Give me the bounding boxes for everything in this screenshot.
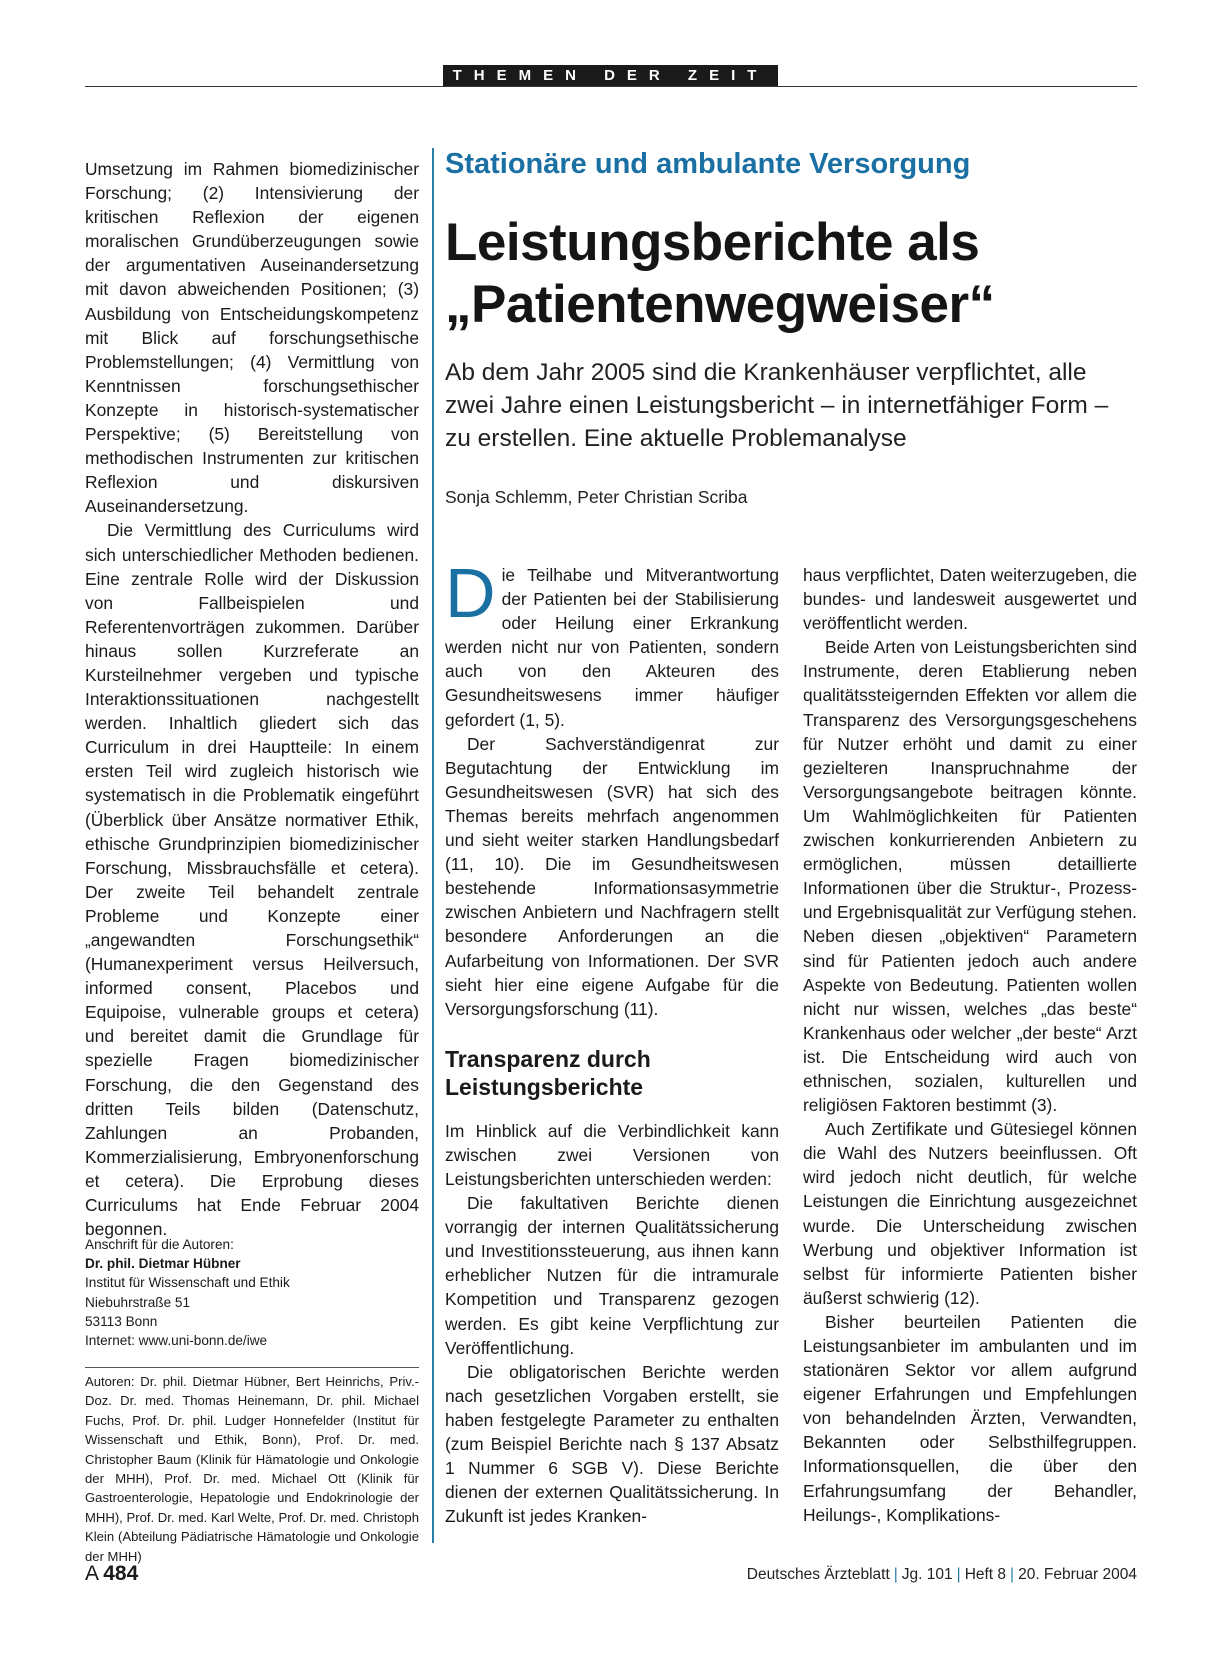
section-subheading: Transparenz durch Leistungsberichte (445, 1045, 651, 1100)
right-paragraph-2: Beide Arten von Leistungsberichten sind Instrumente, deren Etablierung neben qualitätssteigernden Effekten vor allem die Transparenz des Versorgungsgeschehens für Nutzer erhöht und damit zu einer gezielteren Inanspruchnahme der Versorgungsangebote beitragen könnte. Um Wahlmöglichkeiten für Patienten zwischen konkurrierenden Anbietern zu ermöglichen, müssen detaillierte Informationen über die Struktur-, Prozess- und Ergebnisqualität zur Verfügung stehen. Neben diesen „objektiven“ Parametern sind für Patienten jedoch auch andere Aspekte von Bedeutung. Patienten wollen nicht nur wissen, welches „das beste“ Krankenhaus oder welcher „der beste“ Arzt ist. Die Entscheidung wird auch von ethnischen, sozialen, kulturellen und religiösen Faktoren bestimmt (3). (803, 637, 1137, 1116)
mid-paragraph-1 (445, 554, 779, 732)
right-paragraph-1: haus verpflichtet, Daten weiterzugeben, die bundes- und landesweit ausgewertet und veröffentlicht werden. (803, 565, 1137, 634)
address-internet: Internet: www.uni-bonn.de/iwe (85, 1333, 268, 1349)
mid-paragraph-1-text: ie Teilhabe und Mitverantwortung der Patienten bei der Stabilisierung oder Heilung einer Erkrankung werden nicht nur von Patienten, sondern auch von den Akteuren des Gesundheitswesens immer häufiger gefordert (1, 5). (445, 565, 779, 730)
address-institute: Institut für Wissenschaft und Ethik (85, 1275, 290, 1291)
footer-separator: | (893, 1566, 898, 1583)
page-number-value: 484 (103, 1562, 139, 1585)
journal-footer (747, 1566, 1137, 1584)
page-number (85, 1562, 138, 1586)
journal-volume: Jg. 101 (901, 1566, 953, 1583)
address-city: 53113 Bonn (85, 1313, 158, 1329)
authors-divider (85, 1367, 419, 1368)
author-address (85, 1235, 419, 1350)
journal-name: Deutsches Ärzteblatt (746, 1566, 890, 1583)
right-paragraph-4: Bisher beurteilen Patienten die Leistungsanbieter im ambulanten und im stationären Sektor vor allem aufgrund eigener Erfahrungen und Empfehlungen von behandelnden Ärzten, Verwandten, Bekannten oder Selbsthilfegruppen. Informationsquellen, die über den Erfahrungsumfang der Behandler, Heilungs-, Komplikations- (803, 1311, 1137, 1525)
left-column (85, 157, 419, 1241)
mid-paragraph-3: Im Hinblick auf die Verbindlichkeit kann zwischen zwei Versionen von Leistungsberichten unterschieden werden: (445, 1120, 779, 1189)
left-paragraph-1: Umsetzung im Rahmen biomedizinischer Forschung; (2) Intensivierung der kritischen Reflexion der eigenen moralischen Grundüberzeugungen sowie der argumentativen Auseinandersetzung mit davon abweichenden Positionen; (3) Ausbildung von Entscheidungskompetenz mit Blick auf forschungsethische Problemstellungen; (4) Vermittlung von Kenntnissen forschungsethischer Konzepte in historisch-systematischer Perspektive; (5) Bereitstellung von methodischen Instrumenten zur kritischen Reflexion und diskursiven Auseinandersetzung. (85, 159, 419, 517)
footer-separator: | (956, 1566, 961, 1583)
journal-date: 20. Februar 2004 (1018, 1566, 1137, 1583)
address-intro: Anschrift für die Autoren: (85, 1237, 234, 1252)
article-lead: Ab dem Jahr 2005 sind die Krankenhäuser verpflichtet, alle zwei Jahre einen Leistungsbericht – in internetfähiger Form – zu erstellen. Eine aktuelle Problemanalyse (445, 359, 1109, 452)
address-street: Niebuhrstraße 51 (85, 1294, 191, 1310)
header-rule (85, 86, 1137, 87)
address-name: Dr. phil. Dietmar Hübner (85, 1256, 241, 1272)
title-line-2: „Patientenwegweiser“ (445, 275, 995, 334)
mid-paragraph-4: Die fakultativen Berichte dienen vorrangig der internen Qualitätssicherung und Investitionssteuerung, aus ihnen kann erheblicher Nutzen für die intramurale Kompetition und Transparenz gezogen werden. Es gibt keine Verpflichtung zur Veröffentlichung. (445, 1193, 779, 1358)
article-title (445, 212, 1145, 336)
mid-paragraph-5: Die obligatorischen Berichte werden nach gesetzlichen Vorgaben erstellt, sie haben festgelegte Parameter zu enthalten (zum Beispiel Berichte nach § 137 Absatz 1 Nummer 6 SGB V). Diese Berichte dienen der externen Qualitätssicherung. In Zukunft ist jedes Kranken- (445, 1361, 779, 1527)
middle-column (445, 554, 779, 1528)
page-prefix: A (85, 1562, 100, 1585)
mid-paragraph-2: Der Sachverständigenrat zur Begutachtung der Entwicklung im Gesundheitswesen (SVR) hat sich des Themas bereits mehrfach angenommen und sieht weiter starken Handlungsbedarf (11, 10). Die im Gesundheitswesen bestehende Informationsasymmetrie zwischen Anbietern und Nachfragern stellt besondere Anforderungen an die Aufarbeitung von Informationen. Der SVR sieht hier eine eigene Aufgabe für die Versorgungsforschung (11). (445, 733, 779, 1019)
article-byline: Sonja Schlemm, Peter Christian Scriba (445, 487, 748, 507)
journal-issue: Heft 8 (964, 1566, 1007, 1583)
section-header: THEMEN DER ZEIT (443, 65, 778, 87)
article-kicker: Stationäre und ambulante Versorgung (445, 148, 971, 180)
footer-separator: | (1010, 1566, 1015, 1583)
authors-note: Autoren: Dr. phil. Dietmar Hübner, Bert Heinrichs, Priv.-Doz. Dr. med. Thomas Heinemann, Dr. phil. Michael Fuchs, Prof. Dr. phil. Ludger Honnefelder (Institut für Wissenschaft und Ethik, Bonn), Prof. Dr. med. Christopher Baum (Klinik für Hämatologie und Onkologie der MHH), Prof. Dr. med. Michael Ott (Klinik für Gastroenterologie, Hepatologie und Endokrinologie der MHH), Prof. Dr. med. Karl Welte, Prof. Dr. med. Christoph Klein (Abteilung Pädiatrische Hämatologie und Onkologie der MHH) (85, 1374, 419, 1564)
left-paragraph-2: Die Vermittlung des Curriculums wird sich unterschiedlicher Methoden bedienen. Eine zentrale Rolle wird der Diskussion von Fallbeispielen und Referentenvorträgen zukommen. Darüber hinaus sollen Kurzreferate an Kursteilnehmer vergeben und typische Interaktionssituationen nachgestellt werden. Inhaltlich gliedert sich das Curriculum in drei Hauptteile: In einem ersten Teil wird zugleich historisch wie systematisch in die Problematik eingeführt (Überblick über Ansätze normativer Ethik, ethische Grundprinzipien biomedizinischer Forschung, Missbrauchsfälle et cetera). Der zweite Teil behandelt zentrale Probleme und Konzepte einer „angewandten Forschungsethik“ (Humanexperiment versus Heilversuch, informed consent, Placebos und Equipoise, vulnerable groups et cetera) und bereitet damit die Grundlage für spezielle Fragen biomedizinischer Forschung, die den Gegenstand des dritten Teils bilden (Datenschutz, Zahlungen an Probanden, Kommerzialisierung, Embryonenforschung et cetera). Die Erprobung dieses Curriculums hat Ende Februar 2004 begonnen. (85, 520, 419, 1240)
column-divider-line (432, 148, 434, 1543)
right-paragraph-3: Auch Zertifikate und Gütesiegel können die Wahl des Nutzers beeinflussen. Oft wird jedoch nicht deutlich, für welche Leistungen die Einrichtung ausgezeichnet wurde. Die Unterscheidung zwischen Werbung und objektiver Information ist selbst für informierte Patienten bisher äußerst schwierig (12). (803, 1119, 1137, 1308)
title-line-1: Leistungsberichte als (445, 213, 980, 272)
right-column (803, 563, 1137, 1527)
drop-cap: D (445, 554, 496, 632)
